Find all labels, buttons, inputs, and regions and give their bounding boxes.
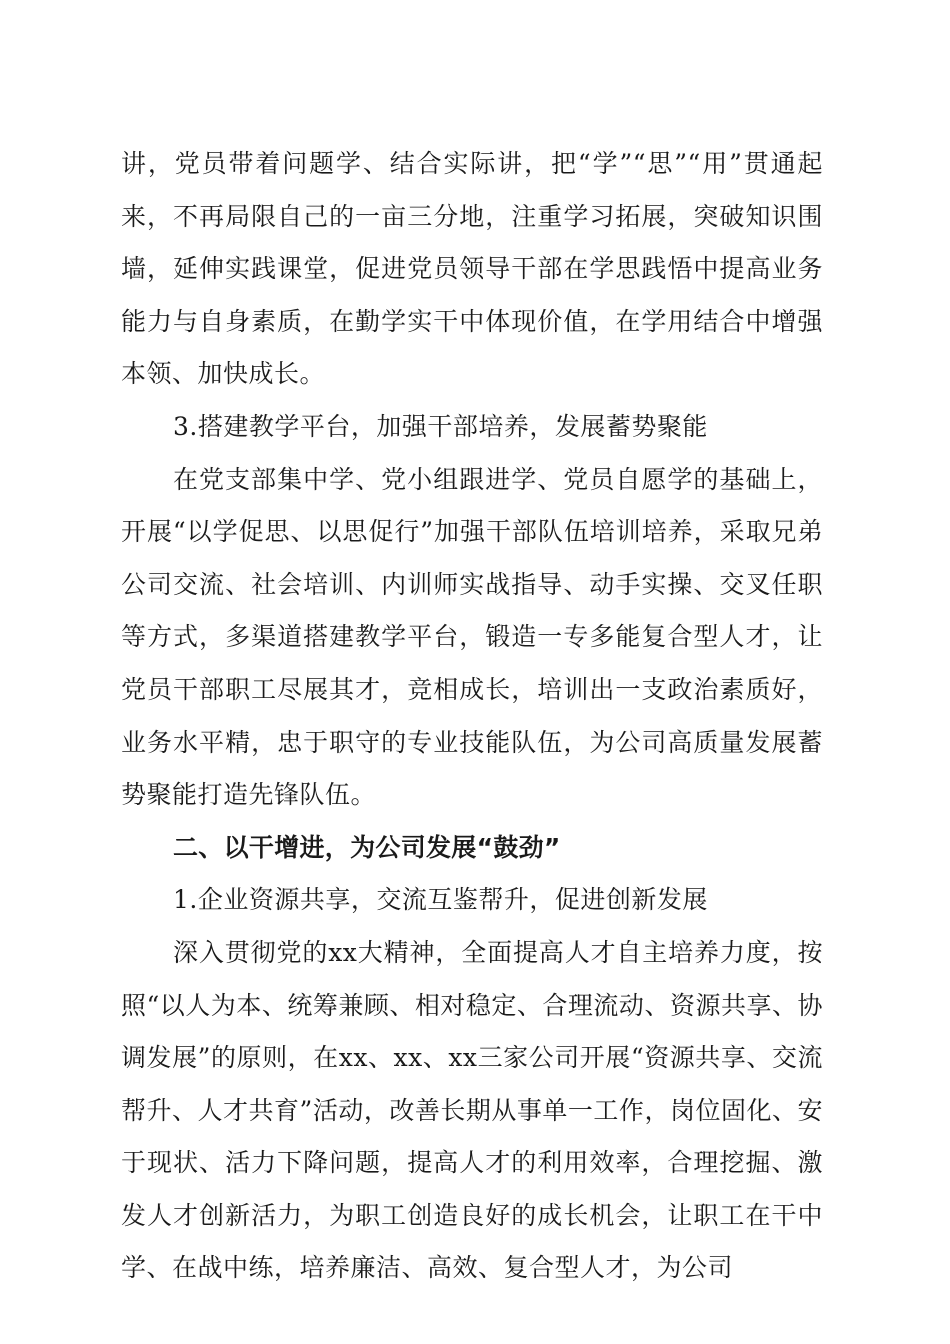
document-body [121, 138, 823, 1295]
subheading-3: 3.搭建教学平台，加强干部培养，发展蓄势聚能 [173, 411, 708, 441]
body-paragraph: 在党支部集中学、党小组跟进学、党员自愿学的基础上，开展“以学促思、以思促行”加强干部队伍培训培养，采取兄弟公司交流、社会培训、内训师实战指导、动手实操、交叉任职等方式，多渠道搭建教学平台，锻造一专多能复合型人才，让党员干部职工尽展其才，竞相成长，培训出一支政治素质好，业务水平精，忠于职守的专业技能队伍，为公司高质量发展蓄势聚能打造先锋队伍。 [121, 464, 823, 810]
body-paragraph: 深入贯彻党的xx大精神，全面提高人才自主培养力度，按照“以人为本、统筹兼顾、相对稳定、合理流动、资源共享、协调发展”的原则，在xx、xx、xx三家公司开展“资源共享、交流帮升、人才共育”活动，改善长期从事单一工作，岗位固化、安于现状、活力下降问题，提高人才的利用效率，合理挖掘、激发人才创新活力，为职工创造良好的成长机会，让职工在干中学、在战中练，培养廉洁、高效、复合型人才，为公司 [121, 937, 823, 1283]
subheading-1: 1.企业资源共享，交流互鉴帮升，促进创新发展 [173, 885, 708, 915]
body-paragraph-continuation: 讲，党员带着问题学、结合实际讲，把“学”“思”“用”贯通起来，不再局限自己的一亩三分地，注重学习拓展，突破知识围墙，延伸实践课堂，促进党员领导干部在学思践悟中提高业务能力与自身素质，在勤学实干中体现价值，在学用结合中增强本领、加快成长。 [121, 149, 823, 389]
section-heading-2: 二、以干增进，为公司发展“鼓劲” [173, 832, 561, 862]
